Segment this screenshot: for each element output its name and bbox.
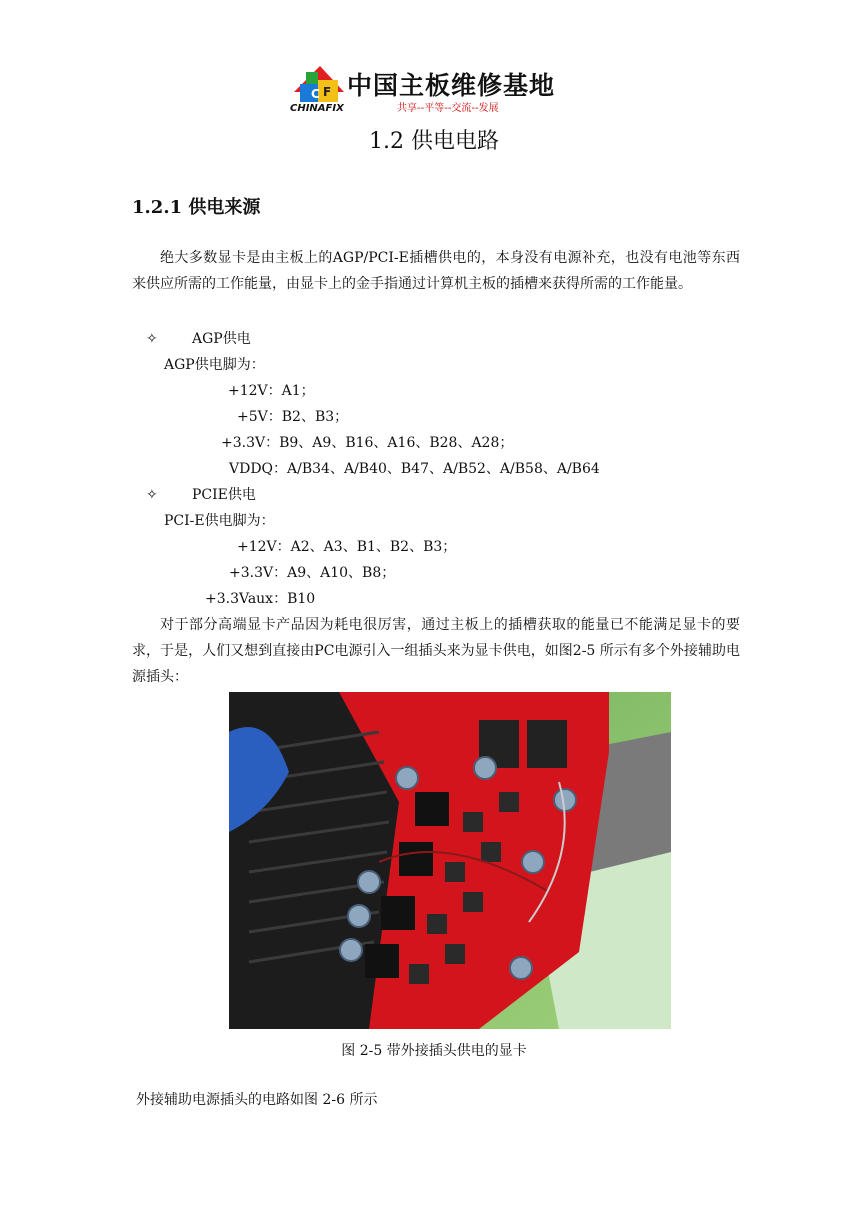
agp-pins-label: AGP供电脚为： bbox=[164, 357, 265, 373]
intro-paragraph: 绝大多数显卡是由主板上的AGP/PCI-E插槽供电的，本身没有电源补充，也没有电池等东西来供应所需的工作能量，由显卡上的金手指通过计算机主板的插槽来获得所需的工作能量。 bbox=[132, 250, 740, 292]
logo-title: 中国主板维修基地 bbox=[347, 71, 556, 100]
pcie-bullet bbox=[146, 482, 158, 508]
bullet-icon: ✧ bbox=[146, 331, 158, 347]
pcie-pin-line: +3.3Vaux：B10 bbox=[205, 591, 316, 607]
logo-slogan: 共享--平等--交流--发展 bbox=[397, 103, 499, 114]
pcie-heading: PCIE供电 bbox=[192, 487, 256, 503]
aux-power-paragraph: 对于部分高端显卡产品因为耗电很厉害，通过主板上的插槽获取的能量已不能满足显卡的要求，于是，人们又想到直接由PC电源引入一组插头来为显卡供电，如图2-5 所示有多个外接辅助电源插头： bbox=[132, 617, 740, 685]
pcie-pin-line: +3.3V：A9、A10、B8； bbox=[229, 565, 396, 581]
logo-brand: CHINAFIX bbox=[290, 103, 344, 114]
agp-pin-line: +12V：A1； bbox=[228, 383, 315, 399]
agp-pin-line: +5V：B2、B3； bbox=[237, 409, 349, 425]
bullet-icon: ✧ bbox=[146, 487, 158, 503]
pcie-pins-label: PCI-E供电脚为： bbox=[164, 513, 275, 529]
svg-text:F: F bbox=[323, 85, 332, 99]
section-title: 1.2 供电电路 bbox=[369, 129, 499, 154]
graphics-card-photo bbox=[229, 692, 671, 1029]
svg-text:C: C bbox=[311, 87, 320, 101]
agp-pin-line: VDDQ：A/B34、A/B40、B47、A/B52、A/B58、A/B64 bbox=[229, 461, 600, 477]
agp-bullet bbox=[146, 326, 158, 352]
agp-pin-line: +3.3V：B9、A9、B16、A16、B28、A28； bbox=[221, 435, 514, 451]
figure-caption: 图 2-5 带外接插头供电的显卡 bbox=[341, 1043, 527, 1059]
closing-line: 外接辅助电源插头的电路如图 2-6 所示 bbox=[136, 1092, 378, 1108]
agp-heading: AGP供电 bbox=[192, 331, 251, 347]
subsection-title: 1.2.1 供电来源 bbox=[132, 197, 261, 218]
pcie-pin-line: +12V：A2、A3、B1、B2、B3； bbox=[237, 539, 457, 555]
